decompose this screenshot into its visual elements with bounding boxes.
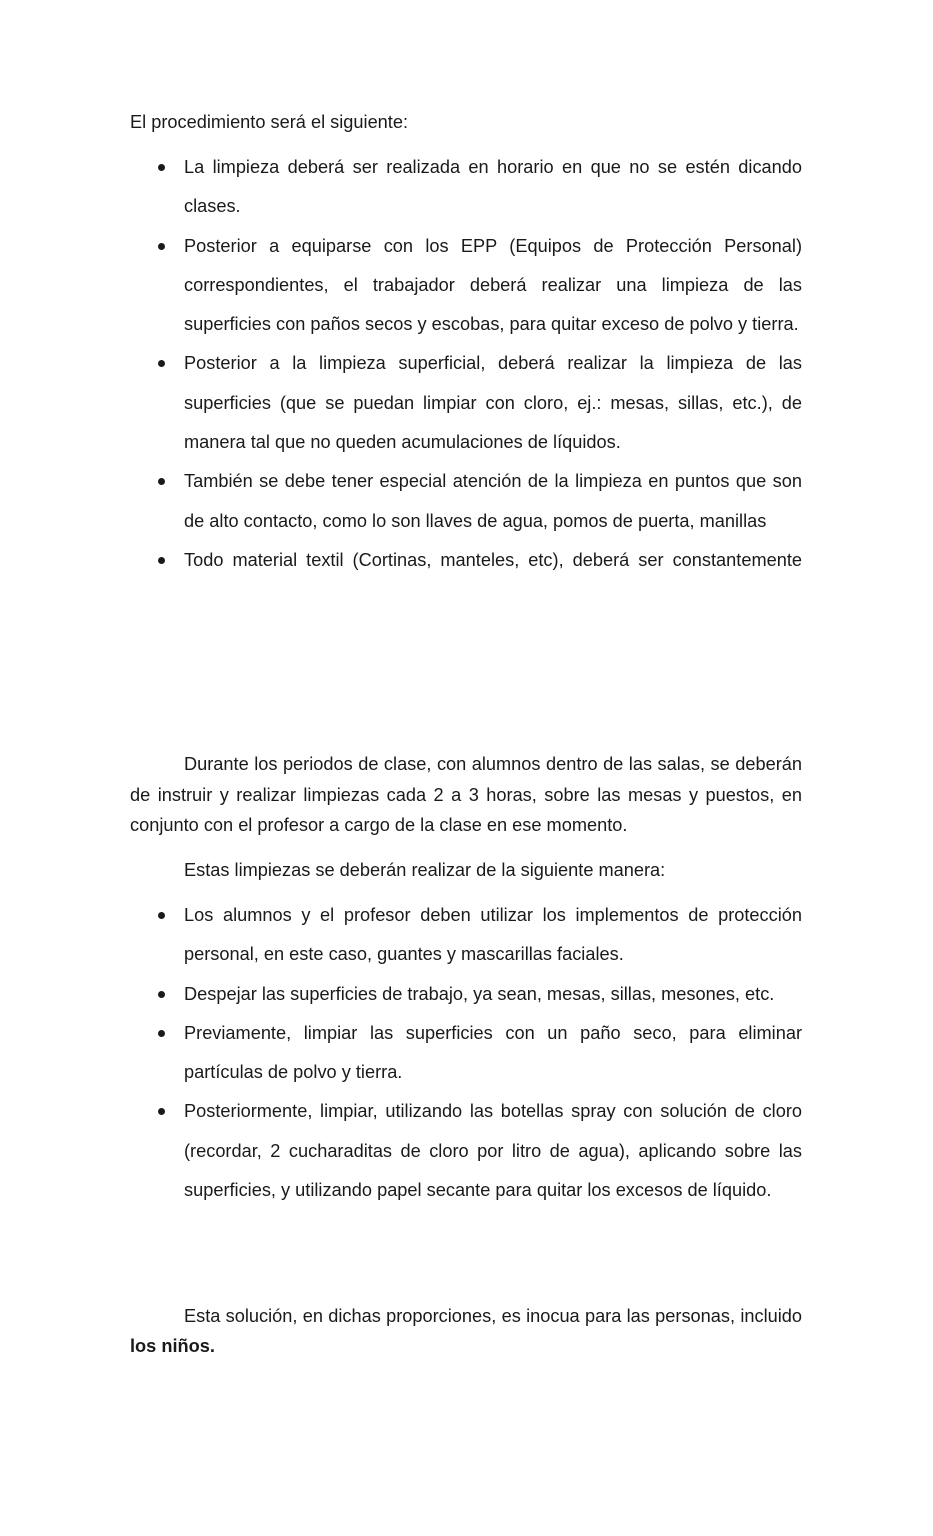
bullet-icon [158,243,165,250]
bullet-icon [158,557,165,564]
list-item: Posteriormente, limpiar, utilizando las botellas spray con solución de cloro (recordar, 2 cucharaditas de cloro por litro de agua), aplicando sobre las superficies, y utilizando papel secante para quitar los excesos de líquido. [130,1092,802,1210]
bullet-icon [158,164,165,171]
list-item: Posterior a la limpieza superficial, deberá realizar la limpieza de las superficies (que se puedan limpiar con cloro, ej.: mesas, sillas, etc.), de manera tal que no queden acumulaciones de líquidos. [130,344,802,462]
list-item: También se debe tener especial atención de la limpieza en puntos que son de alto contacto, como lo son llaves de agua, pomos de puerta, manillas [130,462,802,541]
paragraph-solucion: Esta solución, en dichas proporciones, es inocua para las personas, incluido los niños. [130,1306,802,1356]
list-item: Los alumnos y el profesor deben utilizar los implementos de protección personal, en este caso, guantes y mascarillas faciales. [130,896,802,975]
bullet-icon [158,478,165,485]
bullet-icon [158,991,165,998]
list-item: Posterior a equiparse con los EPP (Equipos de Protección Personal) correspondientes, el trabajador deberá realizar una limpieza de las superficies con paños secos y escobas, para quitar exceso de polvo y tierra. [130,227,802,345]
list-item: Previamente, limpiar las superficies con un paño seco, para eliminar partículas de polvo y tierra. [130,1014,802,1093]
list-item: Despejar las superficies de trabajo, ya sean, mesas, sillas, mesones, etc. [130,975,802,1014]
intro-text: El procedimiento será el siguiente: [130,112,409,132]
bold-text: los niños. [130,1336,215,1356]
cleaning-steps-list [130,896,802,1210]
list-item: La limpieza deberá ser realizada en horario en que no se estén dicando clases. [130,148,802,227]
bullet-icon [158,360,165,367]
procedure-list [130,148,802,580]
bullet-icon [158,1030,165,1037]
bullet-icon [158,1108,165,1115]
bullet-icon [158,912,165,919]
list-item: Todo material textil (Cortinas, manteles, etc), deberá ser constantemente [130,541,802,580]
paragraph-durante: Durante los periodos de clase, con alumnos dentro de las salas, se deberán de instruir y realizar limpiezas cada 2 a 3 horas, sobre las mesas y puestos, en conjunto con el profesor a cargo de la clase en ese momento. [130,754,802,835]
paragraph-estas: Estas limpiezas se deberán realizar de la siguiente manera: [184,860,666,880]
